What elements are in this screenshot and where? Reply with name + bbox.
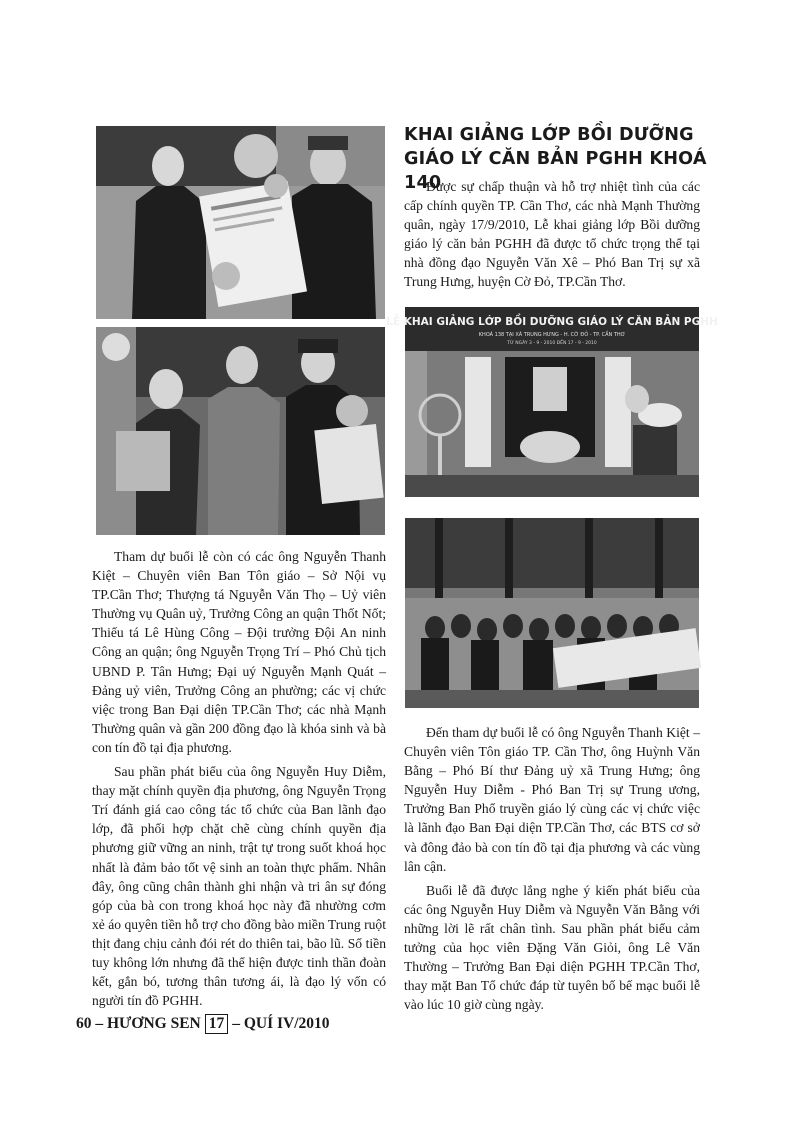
left-column-text <box>92 547 386 1010</box>
footer-page-label: 60 – HƯƠNG SEN <box>76 1015 201 1032</box>
photo-audience <box>405 518 699 708</box>
left-paragraph-speech: Sau phần phát biểu của ông Nguyễn Huy Diễm, thay mặt chính quyền địa phương, ông Nguyễn Trọng Trí đánh giá cao công tác tổ chức của Ban lãnh đạo lớp, đã phối hợp chặt chẽ cùng chính quyền địa phương giữ vững an ninh, trật tự trong suốt khoá học nhất là đảm bảo tốt vệ sinh an toàn thực phẩm. Nhân đây, ông cũng chân thành ghi nhận và tri ân sự đóng góp của bà con trong khoá học này đã nhường cơm xẻ áo quyên tiền hỗ trợ cho đồng bào miền Trung ruột thịt đang chịu cảnh đói rét do thiên tai, bão lũ. Số tiền tuy không lớn nhưng đã thể hiện được tinh thần đoàn kết, gắn bó, tương thân tương ái, là đạo lý vốn có người tín đồ PGHH. <box>92 764 386 1009</box>
intro-paragraph: Được sự chấp thuận và hỗ trợ nhiệt tình của các cấp chính quyền TP. Cần Thơ, các nhà Mạnh Thường quân, ngày 17/9/2010, Lễ khai giảng lớp Bồi dưỡng giáo lý căn bản PGHH đã được tổ chức trọng thể tại nhà đồng đạo Nguyễn Văn Xê – Phó Ban Trị sự xã Trung Hưng, huyện Cờ Đỏ, TP.Cần Thơ. <box>404 179 700 290</box>
banner-line1: LỄ KHAI GIẢNG LỚP BỒI DƯỠNG GIÁO LÝ CĂN BẢN PGHH <box>386 316 718 328</box>
banner-line3: TỪ NGÀY 3 - 9 - 2010 ĐẾN 17 - 9 - 2010 <box>507 341 597 346</box>
article-intro <box>404 177 700 292</box>
photo-opening-ceremony-stage <box>386 307 718 497</box>
right-paragraph-closing: Buổi lễ đã được lắng nghe ý kiến phát biểu của các ông Nguyễn Huy Diễm và Nguyễn Văn Bằng với những lời lẽ rất chân tình. Sau phần phát biểu cảm tưởng của học viên Đặng Văn Giỏi, ông Lê Văn Thường – Trưởng Ban Đại diện PGHH TP.Cần Thơ, thay mặt Ban Tổ chức đáp từ tuyên bố bế mạc buổi lễ vào lúc 10 giờ cùng ngày. <box>404 882 700 1013</box>
photo-award-certificate <box>96 126 385 319</box>
right-paragraph-attendees: Đến tham dự buổi lễ có ông Nguyễn Thanh Kiệt – Chuyên viên Tôn giáo TP. Cần Thơ, ông Huỳnh Văn Bằng – Phó Bí thư Đảng uỷ xã Trung Hưng; ông Nguyễn Huy Diễm - Phó Ban Trị sự Trung ương, Trưởng Ban Phổ truyền giáo lý cùng các vị chức việc là lãnh đạo Ban Đại diện TP.Cần Thơ, các BTS cơ sở và đông đảo bà con tín đồ tại địa phương và các vùng lân cận. <box>404 725 700 874</box>
right-column-text <box>404 723 700 1014</box>
photo-three-men <box>96 327 385 535</box>
page-footer <box>76 1014 330 1034</box>
footer-quarter: – QUÍ IV/2010 <box>232 1015 330 1032</box>
left-paragraph-guests: Tham dự buổi lễ còn có các ông Nguyễn Thanh Kiệt – Chuyên viên Ban Tôn giáo – Sở Nội vụ TP.Cần Thơ; Thượng tá Nguyễn Văn Thọ – Uỷ viên Thường vụ Quân uỷ, Trưởng Công an quận Thốt Nốt; Thiếu tá Lê Hùng Công – Đội trưởng Đội An ninh Công an quận; ông Nguyễn Trọng Trí – Phó Chủ tịch UBND P. Tân Hưng; Đại uý Nguyễn Mạnh Quát – Đảng uỷ viên, Trưởng Công an phường; các vị chức việc trong Ban Đại diện TP.Cần Thơ; các nhà Mạnh Thường quân và gần 200 đồng đạo là khóa sinh và bà con tín đồ tại địa phương. <box>92 549 386 755</box>
footer-issue-number: 17 <box>205 1014 229 1034</box>
article-title: KHAI GIẢNG LỚP BỒI DƯỠNG GIÁO LÝ CĂN BẢN PGHH KHOÁ 140 <box>404 125 707 193</box>
banner-line2: KHOÁ 138 TẠI XÃ TRUNG HƯNG - H. CỜ ĐỎ - TP. CẦN THƠ <box>478 332 626 338</box>
